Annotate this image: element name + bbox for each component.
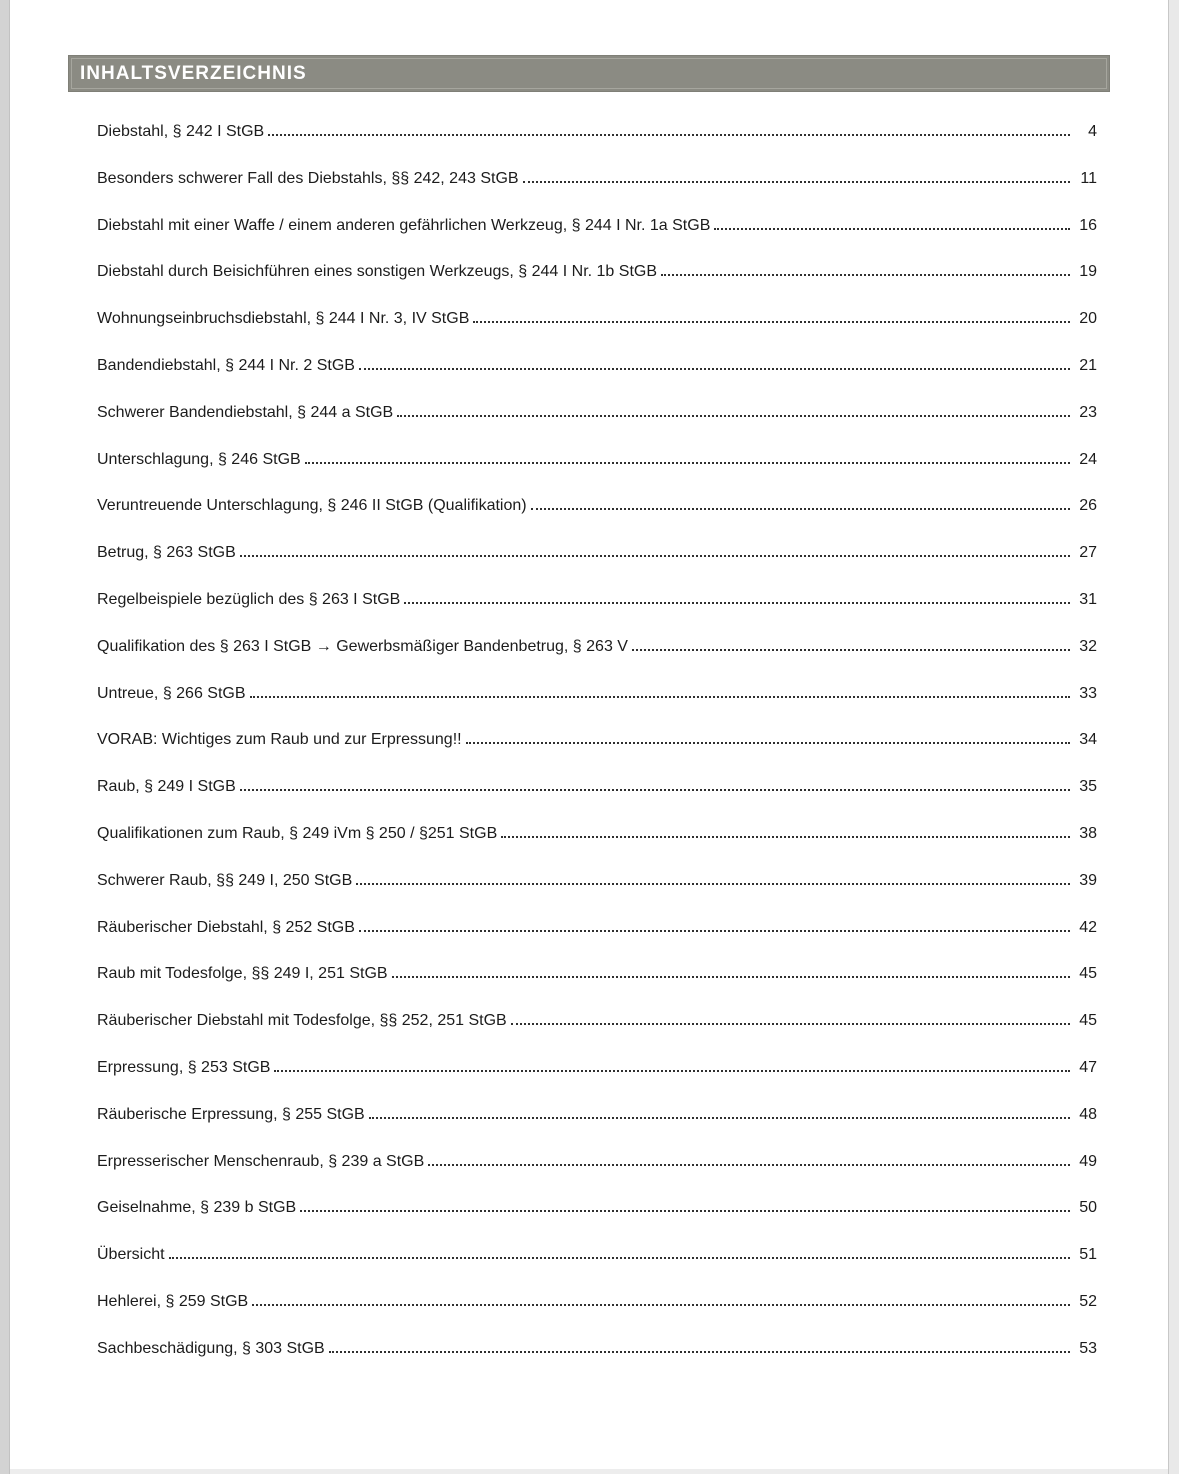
toc-entry[interactable]: [97, 169, 1097, 216]
toc-entry-title: Schwerer Raub, §§ 249 I, 250 StGB: [97, 871, 353, 889]
toc-entry[interactable]: [97, 309, 1097, 356]
dot-leader: [305, 451, 1070, 464]
toc-entry-title: Raub, § 249 I StGB: [97, 778, 236, 796]
toc-entry-page: 45: [1079, 965, 1097, 983]
toc-entry[interactable]: [97, 356, 1097, 403]
toc-entry-title: Diebstahl, § 242 I StGB: [97, 123, 265, 140]
toc-entry-title: Diebstahl durch Beisichführen eines sonstigen Werkzeugs, § 244 I Nr. 1b StGB: [97, 263, 658, 281]
toc-entry-title: Sachbeschädigung, § 303 StGB: [97, 1339, 325, 1357]
toc-entry-title: Geiselnahme, § 239 b StGB: [97, 1199, 297, 1217]
dot-leader: [250, 685, 1070, 698]
dot-leader: [252, 1293, 1070, 1306]
dot-leader: [329, 1340, 1070, 1353]
toc-entry[interactable]: [97, 1011, 1097, 1058]
dot-leader: [531, 497, 1070, 510]
dot-leader: [300, 1199, 1070, 1212]
toc-entry[interactable]: [97, 1105, 1097, 1152]
toc-entry-title: Schwerer Bandendiebstahl, § 244 a StGB: [97, 403, 394, 421]
toc-entry-page: 47: [1079, 1058, 1097, 1076]
dot-leader: [404, 591, 1070, 604]
dot-leader: [169, 1246, 1070, 1259]
toc-entry-page: 39: [1079, 871, 1097, 889]
toc-entry[interactable]: [97, 496, 1097, 543]
dot-leader: [523, 170, 1070, 183]
toc-entry-page: 38: [1079, 824, 1097, 842]
toc-entry[interactable]: [97, 450, 1097, 497]
toc-entry[interactable]: [97, 1245, 1097, 1292]
toc-entry-page: 34: [1079, 731, 1097, 749]
toc-entry-title: Bandendiebstahl, § 244 I Nr. 2 StGB: [97, 356, 355, 374]
document-page: [10, 0, 1168, 1469]
toc-entry-page: 51: [1079, 1246, 1097, 1264]
viewer-right-edge: [1168, 0, 1179, 1474]
toc-entry-title: Erpressung, § 253 StGB: [97, 1058, 271, 1076]
dot-leader: [714, 217, 1070, 230]
toc-entry-page: 45: [1079, 1012, 1097, 1030]
toc-entry[interactable]: [97, 122, 1097, 169]
toc-entry-title: Erpresserischer Menschenraub, § 239 a StGB: [97, 1152, 425, 1170]
toc-entry-page: 4: [1088, 123, 1097, 140]
toc-header-bar: [68, 55, 1110, 92]
dot-leader: [392, 965, 1070, 978]
toc-entry-page: 19: [1079, 263, 1097, 281]
toc-entry-title: Raub mit Todesfolge, §§ 249 I, 251 StGB: [97, 965, 388, 983]
toc-entry[interactable]: [97, 871, 1097, 918]
dot-leader: [268, 123, 1070, 136]
toc-entry[interactable]: [97, 403, 1097, 450]
toc-entry-title: Qualifikation des § 263 I StGB → Gewerbsmäßiger Bandenbetrug, § 263 V: [97, 637, 628, 655]
toc-entry-page: 42: [1079, 918, 1097, 936]
dot-leader: [359, 357, 1070, 370]
dot-leader: [356, 872, 1070, 885]
dot-leader: [632, 638, 1070, 651]
toc-entry-page: 35: [1079, 778, 1097, 796]
toc-title: INHALTSVERZEICHNIS: [80, 63, 307, 84]
dot-leader: [359, 919, 1070, 932]
toc-entry[interactable]: [97, 684, 1097, 731]
toc-entry-page: 23: [1079, 403, 1097, 421]
toc-entry-page: 26: [1079, 497, 1097, 515]
toc-entry-page: 24: [1079, 450, 1097, 468]
toc-entry[interactable]: [97, 637, 1097, 684]
toc-entry-title: Hehlerei, § 259 StGB: [97, 1292, 249, 1310]
toc-entry-title: Besonders schwerer Fall des Diebstahls, §§ 242, 243 StGB: [97, 169, 519, 187]
toc-entry-page: 49: [1079, 1152, 1097, 1170]
toc-entry-title: Betrug, § 263 StGB: [97, 544, 236, 562]
toc-entry-page: 16: [1079, 216, 1097, 234]
dot-leader: [501, 825, 1070, 838]
toc-entry-page: 50: [1079, 1199, 1097, 1217]
toc-entry[interactable]: [97, 1292, 1097, 1339]
toc-list: [97, 122, 1097, 1386]
toc-entry-title: Diebstahl mit einer Waffe / einem anderen gefährlichen Werkzeug, § 244 I Nr. 1a StGB: [97, 216, 711, 234]
viewer-left-edge: [0, 0, 10, 1474]
toc-entry[interactable]: [97, 730, 1097, 777]
toc-entry-title: Veruntreuende Unterschlagung, § 246 II StGB (Qualifikation): [97, 497, 527, 515]
dot-leader: [661, 263, 1070, 276]
toc-entry-page: 53: [1079, 1339, 1097, 1357]
toc-entry[interactable]: [97, 824, 1097, 871]
toc-entry-title: Regelbeispiele bezüglich des § 263 I StGB: [97, 590, 401, 608]
toc-entry-page: 48: [1079, 1105, 1097, 1123]
dot-leader: [240, 544, 1070, 557]
toc-entry-title: Qualifikationen zum Raub, § 249 iVm § 250 / §251 StGB: [97, 824, 498, 842]
toc-entry[interactable]: [97, 1058, 1097, 1105]
toc-entry-title: Räuberische Erpressung, § 255 StGB: [97, 1105, 365, 1123]
toc-entry-title: Wohnungseinbruchsdiebstahl, § 244 I Nr. 3, IV StGB: [97, 310, 470, 328]
toc-entry[interactable]: [97, 1152, 1097, 1199]
toc-entry[interactable]: [97, 216, 1097, 263]
dot-leader: [397, 404, 1070, 417]
toc-entry[interactable]: [97, 543, 1097, 590]
toc-entry-title: Unterschlagung, § 246 StGB: [97, 450, 301, 468]
toc-entry-page: 20: [1079, 310, 1097, 328]
toc-entry-page: 11: [1080, 169, 1097, 187]
viewer-bottom-edge: [10, 1469, 1168, 1474]
dot-leader: [466, 731, 1070, 744]
dot-leader: [511, 1012, 1070, 1025]
toc-entry[interactable]: [97, 1339, 1097, 1386]
toc-entry[interactable]: [97, 262, 1097, 309]
toc-entry-title: Räuberischer Diebstahl mit Todesfolge, §§ 252, 251 StGB: [97, 1012, 507, 1030]
toc-entry-page: 33: [1079, 684, 1097, 702]
dot-leader: [369, 1106, 1070, 1119]
toc-entry[interactable]: [97, 590, 1097, 637]
toc-entry[interactable]: [97, 777, 1097, 824]
toc-entry[interactable]: [97, 1198, 1097, 1245]
toc-entry-page: 27: [1079, 544, 1097, 562]
toc-entry-title: Übersicht: [97, 1246, 165, 1264]
dot-leader: [428, 1153, 1070, 1166]
toc-entry-page: 52: [1079, 1292, 1097, 1310]
dot-leader: [274, 1059, 1070, 1072]
dot-leader: [473, 310, 1070, 323]
toc-entry[interactable]: [97, 964, 1097, 1011]
toc-entry-page: 31: [1079, 590, 1097, 608]
toc-entry[interactable]: [97, 918, 1097, 965]
toc-entry-title: Untreue, § 266 StGB: [97, 684, 246, 702]
toc-entry-page: 21: [1079, 356, 1097, 374]
toc-entry-title: Räuberischer Diebstahl, § 252 StGB: [97, 918, 355, 936]
toc-entry-title: VORAB: Wichtiges zum Raub und zur Erpressung!!: [97, 731, 462, 749]
toc-entry-page: 32: [1079, 637, 1097, 655]
dot-leader: [240, 778, 1070, 791]
